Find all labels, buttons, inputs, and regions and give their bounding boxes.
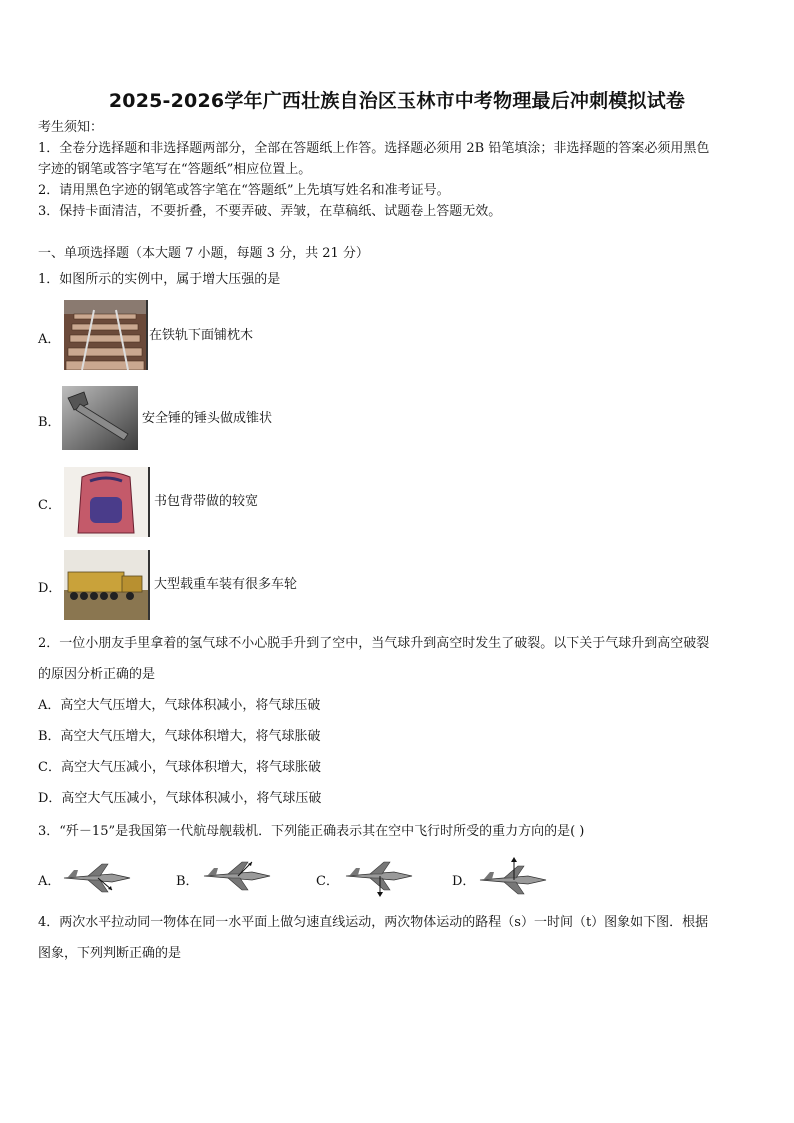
q2-option-b: B．高空大气压增大，气球体积增大，将气球胀破 xyxy=(38,729,321,744)
jet-figure-a xyxy=(62,860,134,900)
q2-option-d: D．高空大气压减小，气球体积减小，将气球压破 xyxy=(38,791,322,806)
q1-option-b-text: 安全锤的锤头做成锥状 xyxy=(142,411,273,426)
q1-option-a-label: A． xyxy=(38,332,61,347)
q2-option-c: C．高空大气压减小，气球体积增大，将气球胀破 xyxy=(38,760,321,775)
notice-item-1-line-2: 字迹的钢笔或答字笔写在“答题纸”相应位置上。 xyxy=(38,162,312,177)
notice-item-2: 2．请用黑色字迹的钢笔或答字笔在“答题纸”上先填写姓名和准考证号。 xyxy=(38,183,450,198)
jet-figure-d xyxy=(478,856,550,900)
q1-stem: 1．如图所示的实例中，属于增大压强的是 xyxy=(38,272,281,287)
q2-stem-line-1: 2．一位小朋友手里拿着的氢气球不小心脱手升到了空中，当气球升到高空时发生了破裂。以下关于气球升到高空破裂 xyxy=(38,636,710,651)
q4-stem-line-2: 图象，下列判断正确的是 xyxy=(38,946,182,961)
q4-stem-line-1: 4．两次水平拉动同一物体在同一水平面上做匀速直线运动，两次物体运动的路程（s）一时间（t）图象如下图．根据 xyxy=(38,915,709,930)
jet-figure-b xyxy=(202,858,274,898)
heavy-truck-image xyxy=(64,550,150,620)
q1-option-d-text: 大型载重车装有很多车轮 xyxy=(154,577,298,592)
jet-figure-c xyxy=(344,858,416,902)
railway-track-image xyxy=(64,300,148,370)
q1-option-c-text: 书包背带做的较宽 xyxy=(154,494,259,509)
q3-option-d-label: D． xyxy=(452,874,476,889)
notice-item-1-line-1: 1．全卷分选择题和非选择题两部分，全部在答题纸上作答。选择题必须用 2B 铅笔填涂；非选择题的答案必须用黑色 xyxy=(38,141,710,156)
backpack-image xyxy=(64,467,150,537)
section-heading: 一、单项选择题（本大题 7 小题，每题 3 分，共 21 分） xyxy=(38,246,369,261)
notice-item-3: 3．保持卡面清洁，不要折叠，不要弄破、弄皱，在草稿纸、试题卷上答题无效。 xyxy=(38,204,502,219)
q3-option-b-label: B． xyxy=(176,874,199,889)
notice-heading: 考生须知： xyxy=(38,120,104,135)
safety-hammer-image xyxy=(62,386,138,450)
q2-option-a: A．高空大气压增大，气球体积减小，将气球压破 xyxy=(38,698,321,713)
q1-option-c-label: C． xyxy=(38,498,61,513)
q1-option-a-text: 在铁轨下面铺枕木 xyxy=(149,328,254,343)
q2-stem-line-2: 的原因分析正确的是 xyxy=(38,667,156,682)
q1-option-b-label: B． xyxy=(38,415,61,430)
q3-stem: 3．“歼－15”是我国第一代航母舰载机．下列能正确表示其在空中飞行时所受的重力方向的是( ) xyxy=(38,824,585,839)
q3-option-c-label: C． xyxy=(316,874,339,889)
q3-option-a-label: A． xyxy=(38,874,61,889)
page-title: 2025-2026学年广西壮族自治区玉林市中考物理最后冲刺模拟试卷 xyxy=(108,90,686,112)
q1-option-d-label: D． xyxy=(38,581,62,596)
